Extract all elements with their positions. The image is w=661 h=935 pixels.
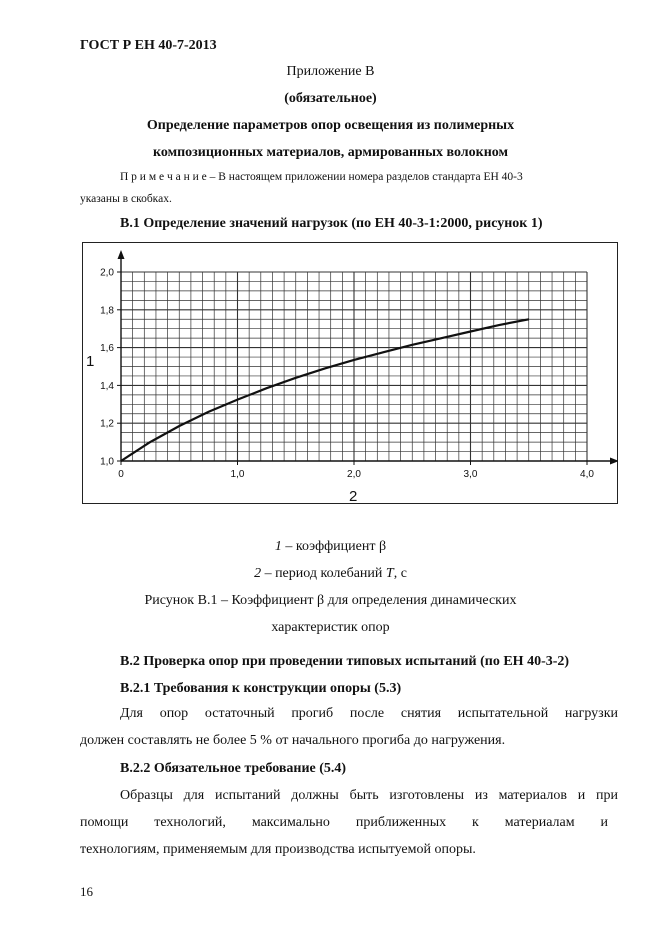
annex-status: (обязательное) [284, 91, 377, 106]
document-header: ГОСТ Р ЕН 40-7-2013 [80, 38, 217, 53]
x-tick-label: 1,0 [230, 469, 245, 480]
annex-heading-line2: композиционных материалов, армированных волокном [152, 145, 509, 160]
section-b1-title: В.1 Определение значений нагрузок (по ЕН 40-3-1:2000, рисунок 1) [120, 216, 543, 231]
x-tick-label: 2,0 [347, 469, 361, 480]
y-axis-arrow [118, 250, 125, 259]
legend-key-2: 2 [254, 566, 262, 581]
section-b2-title: В.2 Проверка опор при проведении типовых испытаний (по ЕН 40-3-2) [120, 654, 570, 669]
note-line1: П р и м е ч а н и е – В настоящем приложении номера разделов стандарта ЕН 40-3 [120, 171, 523, 183]
legend-item-2 [0, 566, 661, 582]
note-line2: указаны в скобках. [80, 193, 172, 205]
y-tick-label: 1,4 [100, 380, 114, 392]
legend-item-1 [0, 539, 661, 555]
y-axis-label: 1 [86, 353, 95, 370]
y-tick-label: 1,6 [100, 343, 114, 355]
annex-title: Приложение В [286, 64, 375, 79]
section-b21-title: В.2.1 Требования к конструкции опоры (5.3) [120, 681, 402, 696]
chart-grid [121, 272, 587, 461]
y-tick-label: 1,8 [100, 305, 114, 317]
section-b21-line2: должен составлять не более 5 % от начального прогиба до нагружения. [80, 733, 506, 748]
section-b22-line3: технологиям, применяемым для производства испытуемой опоры. [80, 842, 476, 857]
y-tick-label: 1,2 [100, 418, 114, 430]
x-axis-label: 2 [349, 488, 358, 504]
y-tick-label: 1,0 [100, 456, 114, 468]
figure-caption-line2: характеристик опор [271, 620, 390, 635]
x-tick-label: 0 [118, 469, 124, 480]
figure-caption-line1: Рисунок В.1 – Коэффициент β для определения динамических [144, 593, 517, 608]
page-number: 16 [80, 884, 93, 899]
legend-unit-2: , с [393, 566, 407, 581]
annex-heading-line1: Определение параметров опор освещения из полимерных [146, 118, 515, 133]
section-b22-title: В.2.2 Обязательное требование (5.4) [120, 761, 347, 776]
legend-text-1: – коэффициент β [281, 539, 387, 554]
legend-key-1: 1 [274, 539, 282, 554]
x-axis-arrow [610, 458, 618, 465]
y-tick-label: 2,0 [100, 267, 114, 279]
series-line [121, 319, 529, 461]
beta-coefficient-chart [82, 242, 618, 504]
section-b22-line1: Образцы для испытаний должны быть изготовлены из материалов и при [120, 788, 618, 803]
chart-ticks [100, 268, 594, 481]
legend-symbol-2: T [385, 566, 394, 581]
x-tick-label: 4,0 [580, 469, 594, 480]
legend-text-2: – период колебаний [261, 566, 386, 581]
x-tick-label: 3,0 [463, 469, 478, 480]
section-b22-line2: помощи технологий, максимально приближенных к материалам и [80, 815, 608, 830]
section-b21-line1: Для опор остаточный прогиб после снятия испытательной нагрузки [120, 706, 618, 721]
